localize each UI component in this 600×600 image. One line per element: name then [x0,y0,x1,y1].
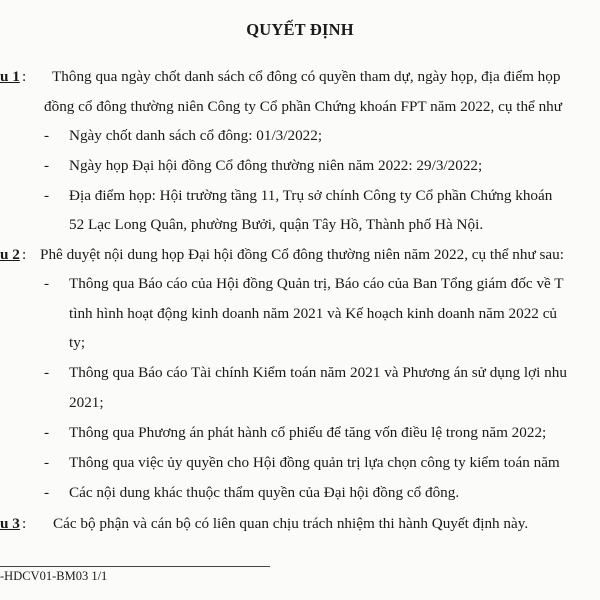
article-3-label [0,515,20,533]
article-1-text-line-1: Thông qua ngày chốt danh sách cổ đông có quyền tham dự, ngày họp, địa điểm họp [52,68,561,85]
article-1-text-line-2: đồng cổ đông thường niên Công ty Cổ phần Chứng khoán FPT năm 2022, cụ thể như [44,98,562,115]
article-2-colon: : [22,246,27,263]
bullet-dash: - [44,187,50,204]
bullet-dash: - [44,364,50,381]
footer-code: -HDCV01-BM03 1/1 [0,569,108,583]
article-2-item-1-line-1: Thông qua Báo cáo của Hội đồng Quản trị, Báo cáo của Ban Tổng giám đốc về T [69,275,564,292]
bullet-dash: - [44,127,50,144]
bullet-dash: - [44,454,50,471]
article-1-item-2: Ngày họp Đại hội đồng Cổ đông thường niên năm 2022: 29/3/2022; [69,157,483,174]
article-2-item-3: Thông qua Phương án phát hành cổ phiếu để tăng vốn điều lệ trong năm 2022; [69,424,547,441]
bullet-dash: - [44,275,50,292]
article-1-item-3-line-1: Địa điểm họp: Hội trường tầng 11, Trụ sở chính Công ty Cổ phần Chứng khoán [69,187,553,204]
article-2-item-2-line-2: 2021; [69,394,104,411]
article-2-item-5: Các nội dung khác thuộc thẩm quyền của Đại hội đồng cổ đông. [69,484,460,501]
article-2-item-1-line-2: tình hình hoạt động kinh doanh năm 2021 và Kế hoạch kinh doanh năm 2022 củ [69,305,558,322]
article-1-colon: : [22,68,27,85]
article-2-item-2-line-1: Thông qua Báo cáo Tài chính Kiểm toán năm 2021 và Phương án sử dụng lợi nhu [69,364,567,381]
article-1-label [0,68,20,86]
article-3-number: u 3 [0,515,20,532]
bullet-dash: - [44,157,50,174]
article-2-item-4: Thông qua việc ủy quyền cho Hội đồng quản trị lựa chọn công ty kiểm toán năm [69,454,560,471]
bullet-dash: - [44,484,50,501]
article-3-colon: : [22,515,27,532]
article-2-text: Phê duyệt nội dung họp Đại hội đồng Cổ đông thường niên năm 2022, cụ thể như sau: [40,246,564,263]
article-1-item-1: Ngày chốt danh sách cổ đông: 01/3/2022; [69,127,323,144]
article-2-number: u 2 [0,246,20,263]
document-title: QUYẾT ĐỊNH [246,20,354,39]
article-2-label [0,246,20,264]
article-1-number: u 1 [0,68,20,85]
article-1-item-3-line-2: 52 Lạc Long Quân, phường Bưởi, quận Tây Hồ, Thành phố Hà Nội. [69,216,484,233]
article-2-item-1-line-3: ty; [69,334,86,351]
bullet-dash: - [44,424,50,441]
footer-rule [0,566,270,567]
article-3-text: Các bộ phận và cán bộ có liên quan chịu trách nhiệm thi hành Quyết định này. [53,515,529,532]
